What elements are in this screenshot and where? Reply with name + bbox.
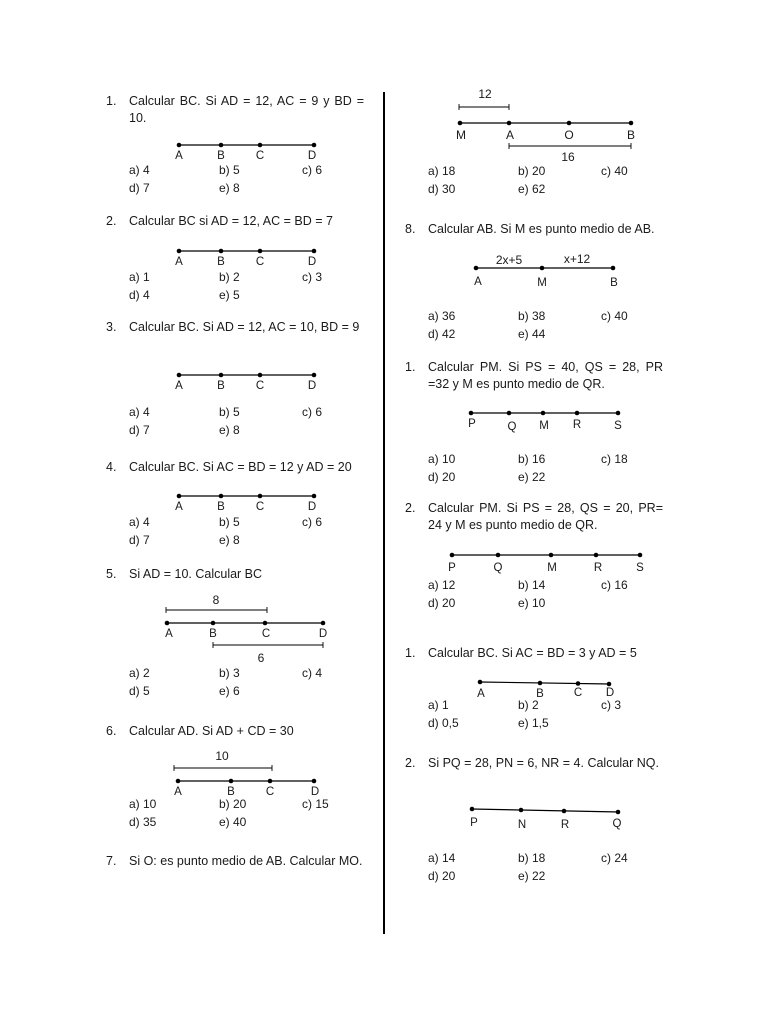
option: d) 20 (428, 470, 456, 484)
measure-label: 12 (478, 87, 492, 101)
answer-options (129, 795, 364, 831)
segment-line (480, 682, 610, 684)
point-label: S (636, 562, 644, 574)
question-text: Calcular AD. Si AD + CD = 30 (129, 724, 294, 738)
option: b) 20 (219, 797, 247, 811)
option: b) 16 (518, 452, 546, 466)
point-label: R (560, 819, 570, 831)
problem-4 (106, 459, 364, 547)
problem-8 (405, 221, 663, 341)
point-q (507, 411, 512, 416)
answer-options (428, 696, 663, 732)
question-text: Calcular BC. Si AD = 12, AC = 10, BD = 9 (129, 320, 360, 334)
question-text: Si PQ = 28, PN = 6, NR = 4. Calcular NQ. (428, 756, 659, 770)
problem-r4 (405, 755, 663, 883)
question-number: 2. (405, 756, 416, 770)
point-c (268, 779, 273, 784)
option: c) 6 (302, 163, 323, 177)
option: b) 18 (518, 851, 546, 865)
option: a) 4 (129, 405, 150, 419)
point-label: R (572, 419, 582, 431)
answer-options (428, 849, 663, 885)
point-label: C (255, 150, 265, 162)
point-label: B (626, 128, 636, 142)
question (106, 93, 364, 127)
option: e) 1,5 (518, 716, 549, 730)
measure-label: 8 (212, 593, 220, 607)
question-number: 7. (106, 854, 117, 868)
point-c (258, 143, 263, 148)
option: a) 4 (129, 163, 150, 177)
point-c (258, 249, 263, 254)
point-label: A (505, 128, 515, 142)
point-label: B (217, 501, 225, 513)
option: d) 5 (129, 684, 150, 698)
segment-diagram (405, 85, 663, 163)
point-label: C (255, 380, 265, 392)
point-label: C (573, 687, 583, 699)
measure-label: 10 (215, 749, 229, 763)
question-number: 1. (405, 360, 416, 374)
option: d) 0,5 (428, 716, 459, 730)
point-label: P (470, 817, 478, 829)
segment-diagram (106, 367, 364, 399)
option: b) 3 (219, 666, 240, 680)
option: c) 18 (601, 452, 628, 466)
point-label: B (217, 256, 225, 268)
point-label: B (227, 786, 235, 798)
question (405, 500, 663, 534)
option: a) 4 (129, 515, 150, 529)
option: d) 7 (129, 423, 150, 437)
question-number: 6. (106, 724, 117, 738)
point-label: Q (612, 818, 622, 830)
point-label: A (175, 380, 183, 392)
option: e) 44 (518, 327, 546, 341)
point-label: S (614, 420, 622, 432)
option: d) 4 (129, 288, 150, 302)
option: b) 2 (219, 270, 240, 284)
point-label: D (310, 786, 320, 798)
point-a (165, 621, 170, 626)
point-label: N (517, 819, 527, 831)
point-q (616, 810, 621, 815)
question-text: Calcular BC. Si AC = BD = 12 y AD = 20 (129, 460, 352, 474)
option: a) 36 (428, 309, 456, 323)
point-q (496, 553, 501, 558)
segment-diagram (106, 593, 364, 674)
option: e) 22 (518, 470, 546, 484)
answer-options (428, 450, 663, 486)
option: d) 20 (428, 596, 456, 610)
question (106, 459, 364, 476)
question-number: 1. (106, 94, 117, 108)
problem-5 (106, 566, 364, 698)
answer-options (129, 403, 364, 439)
point-d (312, 494, 317, 499)
point-b (211, 621, 216, 626)
point-a (478, 680, 483, 685)
column-divider (383, 92, 385, 934)
option: b) 38 (518, 309, 546, 323)
option: a) 1 (428, 698, 449, 712)
point-label: P (468, 418, 476, 430)
point-a (177, 373, 182, 378)
question (405, 359, 663, 393)
question (405, 755, 663, 772)
point-label: B (610, 277, 618, 289)
question-text: Calcular BC si AD = 12, AC = BD = 7 (129, 214, 333, 228)
point-c (258, 494, 263, 499)
point-b (229, 779, 234, 784)
point-label: M (547, 562, 557, 574)
point-b (219, 249, 224, 254)
point-label: Q (507, 421, 517, 433)
point-d (312, 779, 317, 784)
point-a (474, 266, 479, 271)
answer-options (129, 513, 364, 549)
segment-diagram (405, 803, 663, 837)
point-label: D (307, 256, 317, 268)
point-label: B (209, 628, 217, 640)
point-label: R (593, 562, 603, 574)
segment-diagram (405, 405, 663, 439)
point-m (541, 411, 546, 416)
question-text: Calcular PM. Si PS = 28, QS = 20, PR= 24 y M es punto medio de QR. (428, 501, 663, 532)
option: a) 14 (428, 851, 456, 865)
point-r (575, 411, 580, 416)
option: d) 20 (428, 869, 456, 883)
option: e) 22 (518, 869, 546, 883)
option: a) 10 (428, 452, 456, 466)
measure-label: 16 (561, 150, 575, 164)
question-text: Calcular BC. Si AD = 12, AC = 9 y BD = 10. (129, 94, 364, 125)
option: c) 40 (601, 309, 628, 323)
option: e) 10 (518, 596, 546, 610)
point-b (219, 143, 224, 148)
point-n (519, 808, 524, 813)
point-label: P (448, 562, 456, 574)
option: b) 5 (219, 515, 240, 529)
point-o (567, 121, 572, 126)
question-text: Calcular AB. Si M es punto medio de AB. (428, 222, 655, 236)
option: e) 8 (219, 181, 240, 195)
point-p (470, 807, 475, 812)
answer-options (129, 664, 364, 700)
problem-3 (106, 319, 364, 437)
point-b (538, 681, 543, 686)
option: b) 5 (219, 405, 240, 419)
segment-line (472, 809, 619, 812)
option: e) 62 (518, 182, 546, 196)
measure-label: x+12 (563, 252, 591, 266)
point-label: D (307, 150, 317, 162)
point-label: A (175, 501, 183, 513)
option: e) 5 (219, 288, 240, 302)
point-label: A (474, 276, 482, 288)
option: c) 4 (302, 666, 323, 680)
question (106, 213, 364, 230)
option: e) 40 (219, 815, 247, 829)
option: a) 12 (428, 578, 456, 592)
point-r (594, 553, 599, 558)
measure-label: 6 (257, 651, 265, 665)
option: a) 10 (129, 797, 157, 811)
question-text: Si AD = 10. Calcular BC (129, 567, 263, 581)
point-s (616, 411, 621, 416)
measure-label: 2x+5 (495, 253, 523, 267)
point-m (540, 266, 545, 271)
point-label: D (318, 628, 328, 640)
question-number: 3. (106, 320, 117, 334)
point-label: B (217, 150, 225, 162)
option: b) 14 (518, 578, 546, 592)
answer-options (428, 307, 663, 343)
question (405, 221, 663, 238)
answer-options (129, 161, 364, 197)
option: d) 30 (428, 182, 456, 196)
answer-options (428, 162, 663, 198)
question-text: Calcular PM. Si PS = 40, QS = 28, PR =32 y M es punto medio de QR. (428, 360, 663, 391)
option: a) 18 (428, 164, 456, 178)
point-d (312, 143, 317, 148)
option: d) 7 (129, 181, 150, 195)
question (106, 566, 364, 583)
option: b) 20 (518, 164, 546, 178)
question-text: Si O: es punto medio de AB. Calcular MO. (129, 854, 363, 868)
point-a (177, 143, 182, 148)
point-label: B (217, 380, 225, 392)
point-p (469, 411, 474, 416)
point-label: D (307, 501, 317, 513)
point-label: M (539, 420, 549, 432)
point-label: D (307, 380, 317, 392)
point-label: M (456, 128, 466, 142)
option: c) 24 (601, 851, 628, 865)
question-text: Calcular BC. Si AC = BD = 3 y AD = 5 (428, 646, 637, 660)
problem-2 (106, 213, 364, 302)
point-d (321, 621, 326, 626)
option: a) 2 (129, 666, 150, 680)
point-label: Q (493, 562, 503, 574)
problem-r3 (405, 645, 663, 730)
problem-r1 (405, 359, 663, 484)
point-b (629, 121, 634, 126)
point-a (177, 249, 182, 254)
question-number: 2. (106, 214, 117, 228)
question-number: 1. (405, 646, 416, 660)
problem-6 (106, 723, 364, 829)
question (106, 723, 364, 740)
point-label: C (265, 786, 275, 798)
point-a (177, 494, 182, 499)
point-c (263, 621, 268, 626)
point-b (611, 266, 616, 271)
option: b) 2 (518, 698, 539, 712)
point-label: B (536, 688, 544, 700)
problem-r2 (405, 500, 663, 610)
point-label: A (175, 256, 183, 268)
point-label: O (564, 128, 574, 142)
point-label: C (261, 628, 271, 640)
question-number: 5. (106, 567, 117, 581)
point-m (458, 121, 463, 126)
question-number: 8. (405, 222, 416, 236)
problem-1 (106, 93, 364, 195)
option: e) 8 (219, 533, 240, 547)
point-d (312, 249, 317, 254)
option: c) 16 (601, 578, 628, 592)
point-c (258, 373, 263, 378)
point-label: A (477, 688, 485, 700)
point-d (312, 373, 317, 378)
option: b) 5 (219, 163, 240, 177)
segment-diagram (405, 251, 663, 295)
option: d) 42 (428, 327, 456, 341)
point-c (576, 681, 581, 686)
option: c) 3 (302, 270, 323, 284)
answer-options (428, 576, 663, 612)
point-label: C (255, 256, 265, 268)
point-m (549, 553, 554, 558)
point-a (176, 779, 181, 784)
question (405, 645, 663, 662)
point-a (507, 121, 512, 126)
question-number: 2. (405, 501, 416, 515)
point-d (607, 682, 612, 687)
point-label: C (255, 501, 265, 513)
point-label: A (174, 786, 182, 798)
point-label: A (165, 628, 173, 640)
point-p (450, 553, 455, 558)
option: a) 1 (129, 270, 150, 284)
question (106, 853, 364, 870)
point-b (219, 494, 224, 499)
option: e) 8 (219, 423, 240, 437)
point-label: A (175, 150, 183, 162)
option: c) 6 (302, 405, 323, 419)
answer-options (129, 268, 364, 304)
point-s (638, 553, 643, 558)
option: c) 6 (302, 515, 323, 529)
point-b (219, 373, 224, 378)
point-r (562, 809, 567, 814)
option: c) 3 (601, 698, 622, 712)
point-label: M (537, 277, 547, 289)
option: d) 35 (129, 815, 157, 829)
option: d) 7 (129, 533, 150, 547)
question (106, 319, 364, 336)
problem-7 (106, 853, 364, 870)
option: e) 6 (219, 684, 240, 698)
option: c) 15 (302, 797, 329, 811)
point-label: D (605, 687, 615, 699)
option: c) 40 (601, 164, 628, 178)
question-number: 4. (106, 460, 117, 474)
